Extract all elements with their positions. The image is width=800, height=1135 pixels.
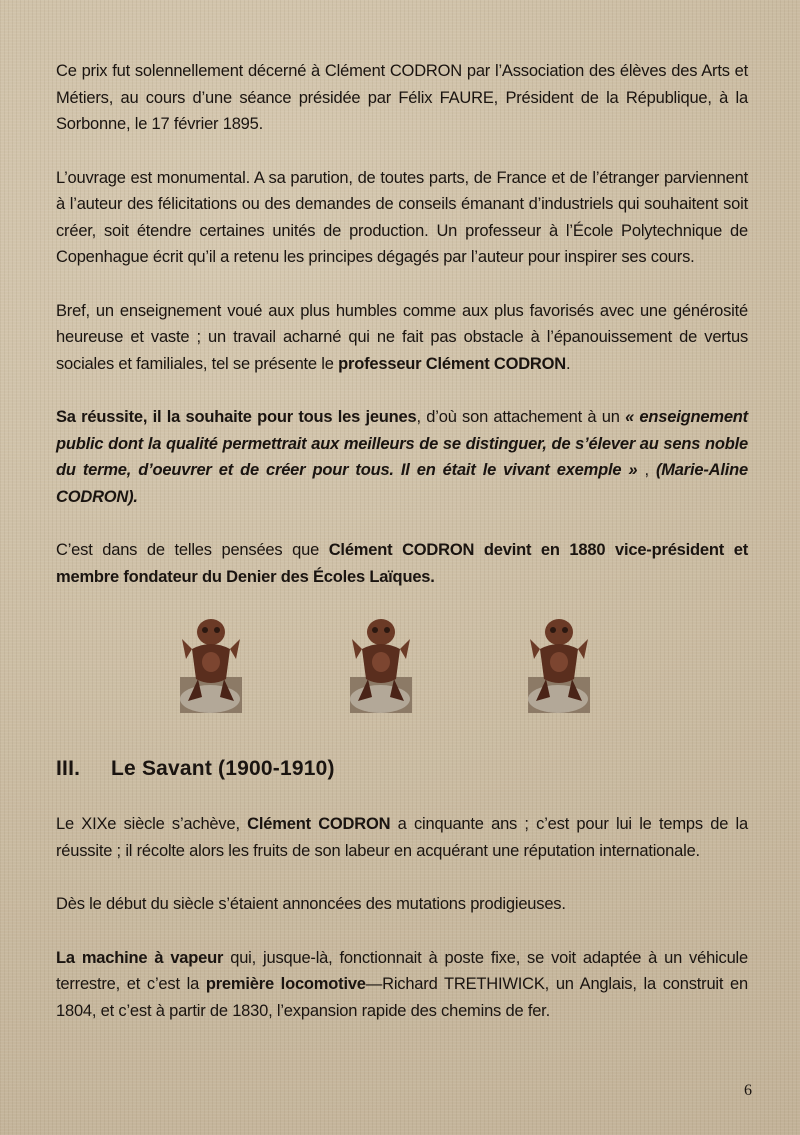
carved-figure-image [528, 617, 590, 713]
paragraph-machine-vapeur: La machine à vapeur qui, jusque-là, fonctionnait à poste fixe, se voit adaptée à un véhicule terrestre, et c’est la première locomotive—Richard TRETHIWICK, un Anglais, la construit en 1804, et c’est à partir de 1830, l’expansion rapide des chemins de fer. [56, 948, 748, 1020]
decorative-figures [56, 617, 748, 717]
paragraph-denier: C’est dans de telles pensées que Clément CODRON devint en 1880 vice-président et membre fondateur du Denier des Écoles Laïques. [56, 541, 748, 586]
paragraph-enseignement: Bref, un enseignement voué aux plus humbles comme aux plus favorisés avec une générosité heureuse et vaste ; un travail acharné qui ne fait pas obstacle à l’épanouissement de vertus sociales et familiales, tel se présente le professeur Clément CODRON. [56, 301, 748, 373]
section-number: III. [56, 757, 81, 780]
section-heading [56, 757, 748, 781]
page-number: 6 [744, 1082, 752, 1099]
document-body [56, 58, 748, 1051]
paragraph-mutations: Dès le début du siècle s’étaient annoncées des mutations prodigieuses. [56, 895, 566, 913]
paragraph-prize: Ce prix fut solennellement décerné à Clément CODRON par l’Association des élèves des Arts et Métiers, au cours d’une séance présidée par Félix FAURE, Président de la République, à la Sorbonne, le 17 février 1895. [56, 62, 748, 133]
carved-figure-image [180, 617, 242, 713]
paragraph-reussite: Sa réussite, il la souhaite pour tous les jeunes, d’où son attachement à un « enseignement public dont la qualité permettrait aux meilleurs de se distinguer, de s’élever au sens noble du terme, d’oeuvrer et de créer pour tous. Il en était le vivant exemple » , (Marie-Aline CODRON). [56, 408, 749, 506]
section-title: Le Savant (1900-1910) [111, 757, 335, 780]
paragraph-xixe-siecle: Le XIXe siècle s’achève, Clément CODRON a cinquante ans ; c’est pour lui le temps de la réussite ; il récolte alors les fruits de son labeur en acquérant une réputation internationale. [56, 815, 748, 860]
carved-figure-image [350, 617, 412, 713]
paragraph-ouvrage: L’ouvrage est monumental. A sa parution, de toutes parts, de France et de l’étranger parviennent à l’auteur des félicitations ou des demandes de conseils émanant d’industriels qui souhaitent soit créer, soit étendre certaines unités de production. Un professeur à l’École Polytechnique de Copenhague écrit qu’il a retenu les principes dégagés par l’auteur pour inspirer ses cours. [56, 168, 748, 266]
